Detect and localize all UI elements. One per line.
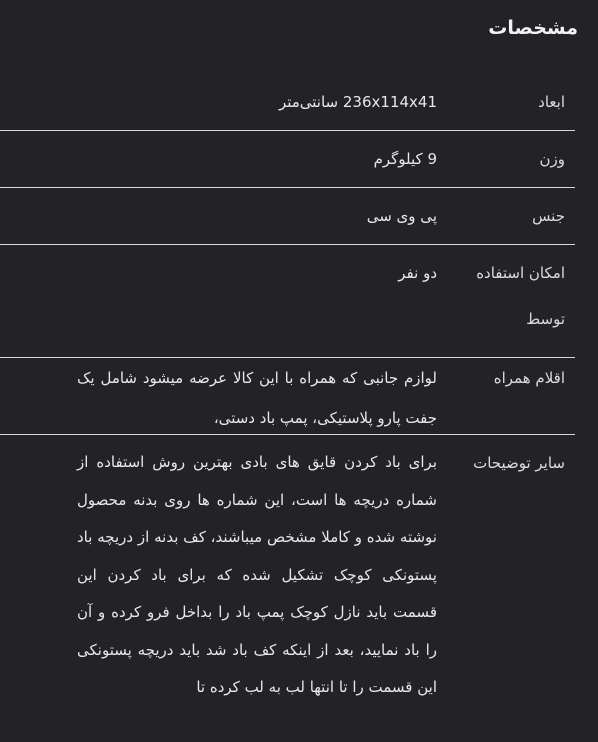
spec-row-accessories — [0, 358, 598, 434]
spec-row-material — [0, 188, 598, 244]
spec-label-accessories: اقلام همراه — [493, 369, 565, 387]
spec-value-usage: دو نفر — [398, 264, 437, 282]
spec-label-usage — [437, 245, 598, 357]
section-title: مشخصات — [488, 17, 578, 39]
spec-row-weight — [0, 131, 598, 187]
spec-row-dimensions — [0, 74, 598, 130]
spec-label-material: جنس — [532, 207, 565, 225]
spec-row-usage — [0, 245, 598, 357]
spec-value-accessories: لوازم جانبی که همراه با این کالا عرضه میشود شامل یک جفت پارو پلاستیکی، پمپ باد دستی، — [77, 369, 437, 427]
specs-list — [0, 74, 598, 707]
spec-value-weight: 9 کیلوگرم — [373, 150, 437, 168]
spec-value-dimensions: 236x114x41 سانتی‌متر — [278, 93, 437, 111]
spec-label-usage-line2: توسط — [526, 310, 565, 328]
spec-row-description — [0, 435, 598, 707]
spec-label-weight: وزن — [539, 150, 565, 168]
spec-label-dimensions: ابعاد — [538, 93, 565, 111]
spec-label-usage-line1: امکان استفاده — [476, 264, 565, 282]
spec-label-description: سایر توضیحات — [473, 454, 565, 472]
spec-value-material: پی وی سی — [366, 207, 437, 225]
spec-value-description: برای باد کردن قایق های بادی بهترین روش استفاده از شماره دریچه ها است، این شماره ها روی بدنه محصول نوشته شده و کاملا مشخص میباشند، کف بدنه از دریچه باد پستونکی کوچک تشکیل شده که برای باد کردن این قسمت باید نازل کوچک پمپ باد را بداخل فرو کرده و آن را باد نمایید، بعد از اینکه کف باد شد باید دریچه پستونکی این قسمت را تا انتها لب به لب کرده تا — [77, 453, 437, 696]
